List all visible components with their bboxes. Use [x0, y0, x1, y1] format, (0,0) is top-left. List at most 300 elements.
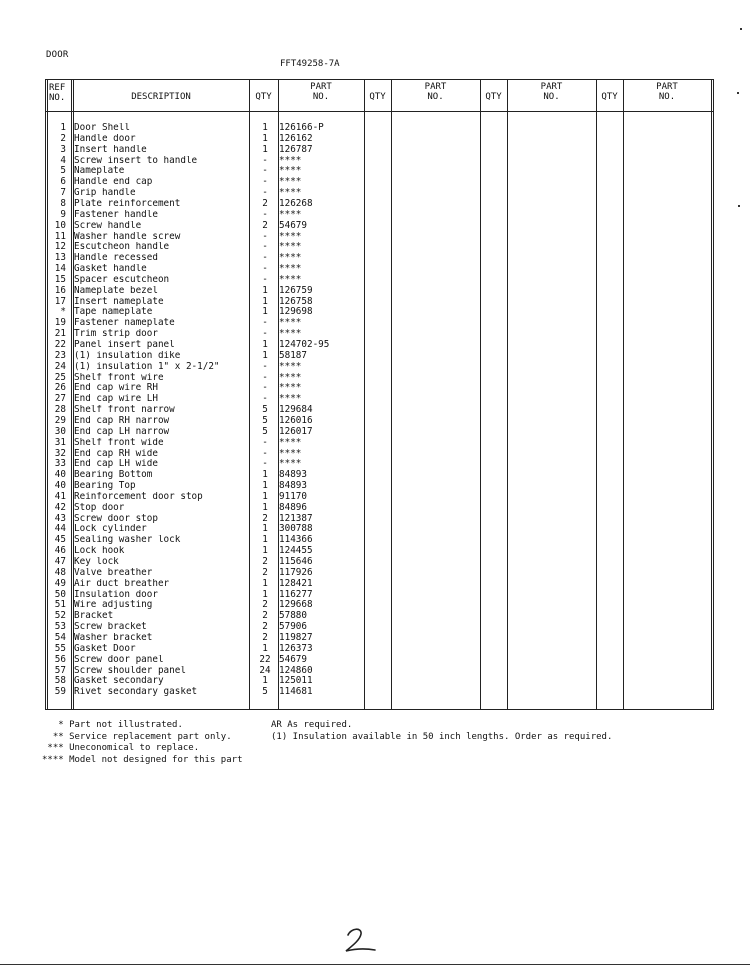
part-number-cell: 54679	[279, 219, 307, 231]
header-part2-line1: PART	[424, 82, 447, 92]
qty-cell: 1	[262, 122, 268, 133]
qty-cell: -	[262, 263, 268, 275]
qty-cell: 2	[262, 610, 268, 622]
part-number-cell: 300788	[279, 523, 313, 535]
header-bottom-rule	[45, 111, 714, 112]
part-number-cell: ****	[279, 252, 302, 264]
description-cell: End cap wire LH	[74, 394, 158, 405]
table-row	[45, 579, 714, 590]
ref-cell: 23	[54, 349, 66, 361]
ref-cell: 6	[60, 176, 66, 188]
ref-cell: 11	[54, 230, 66, 242]
part-number-cell: 126017	[279, 425, 313, 437]
header-ref-line1: REF	[49, 83, 66, 93]
footnote: *** Uneconomical to replace.	[42, 743, 200, 753]
table-row	[45, 524, 714, 535]
description-cell: Shelf front wide	[74, 437, 164, 448]
part-number-cell: 116277	[279, 588, 313, 600]
table-row	[45, 568, 714, 579]
qty-cell: -	[262, 360, 268, 372]
part-number-cell: 129698	[279, 306, 313, 318]
part-number-cell: 128421	[279, 577, 313, 589]
ref-cell: 21	[54, 328, 66, 340]
ref-cell: 59	[54, 686, 66, 698]
scan-speck	[738, 205, 740, 207]
description-cell: Screw bracket	[74, 622, 147, 633]
table-row	[45, 492, 714, 503]
description-cell: Plate reinforcement	[74, 198, 181, 209]
ref-cell: 25	[54, 371, 66, 383]
ref-cell: 41	[54, 490, 66, 502]
page-mark-glyph	[342, 926, 378, 956]
part-number-cell: 115646	[279, 556, 313, 567]
ref-cell: 9	[60, 208, 66, 220]
table-row	[45, 655, 714, 666]
description-cell: Washer handle screw	[74, 231, 181, 242]
ref-cell: 47	[54, 556, 66, 567]
qty-cell: -	[262, 230, 268, 242]
qty-cell: -	[262, 447, 268, 459]
table-row	[45, 232, 714, 243]
part-number-cell: 124702-95	[279, 339, 330, 350]
qty-cell: -	[262, 273, 268, 285]
description-cell: Fastener nameplate	[74, 318, 175, 329]
description-cell: Bearing Top	[74, 481, 136, 492]
scan-speck	[737, 92, 739, 94]
description-cell: Sealing washer lock	[74, 535, 181, 546]
header-part3-line1: PART	[540, 82, 563, 92]
part-number-cell: 125011	[279, 675, 313, 687]
qty-cell: 5	[262, 425, 268, 437]
description-cell: Panel insert panel	[74, 340, 175, 350]
description-cell: End cap RH narrow	[74, 415, 170, 426]
table-row	[45, 514, 714, 525]
table-row	[45, 210, 714, 221]
part-number-cell: 126787	[279, 143, 313, 155]
qty-cell: -	[262, 371, 268, 383]
part-number-cell: 129668	[279, 599, 313, 611]
header-ref-line2: NO.	[49, 93, 66, 103]
description-cell: Insert handle	[74, 144, 147, 155]
header-qty: QTY	[255, 92, 272, 102]
table-row	[45, 329, 714, 340]
part-number-cell: 84896	[279, 501, 307, 513]
part-number-cell: ****	[279, 165, 302, 177]
table-row	[45, 644, 714, 655]
ref-cell: 22	[54, 339, 66, 350]
ref-cell: 57	[54, 664, 66, 676]
table-row	[45, 134, 714, 145]
table-row	[45, 405, 714, 416]
part-number-cell: ****	[279, 230, 302, 242]
header-description: DESCRIPTION	[131, 92, 191, 102]
header-part4-line2: NO.	[658, 92, 676, 102]
ref-cell: 17	[54, 295, 66, 307]
description-cell: Lock cylinder	[74, 524, 147, 535]
table-row	[45, 394, 714, 405]
ref-cell: 52	[54, 610, 66, 622]
qty-cell: 1	[262, 349, 268, 361]
ref-cell: 27	[54, 393, 66, 405]
ref-cell: 10	[54, 219, 66, 231]
table-row	[45, 666, 714, 677]
part-number-cell: 126016	[279, 414, 313, 426]
qty-cell: -	[262, 176, 268, 188]
ref-cell: 19	[54, 317, 66, 329]
description-cell: Trim strip door	[74, 329, 158, 340]
description-cell: Escutcheon handle	[74, 242, 170, 253]
header-part-line2: NO.	[312, 92, 330, 102]
table-row	[45, 188, 714, 199]
ref-cell: 28	[54, 404, 66, 416]
part-number-cell: 57906	[279, 621, 307, 633]
table-row	[45, 166, 714, 177]
table-row	[45, 177, 714, 188]
qty-cell: 1	[262, 545, 268, 557]
description-cell: Handle end cap	[74, 177, 153, 188]
part-number-cell: ****	[279, 393, 302, 405]
description-cell: Tape nameplate	[74, 307, 153, 318]
table-row	[45, 416, 714, 427]
qty-cell: 1	[262, 339, 268, 350]
description-cell: Gasket Door	[74, 643, 136, 654]
description-cell: Stop door	[74, 502, 125, 513]
qty-cell: 1	[262, 534, 268, 546]
description-cell: Spacer escutcheon	[74, 274, 170, 285]
parts-table	[45, 79, 714, 710]
ref-cell: 56	[54, 653, 66, 665]
description-cell: Screw door panel	[74, 654, 164, 665]
table-row	[45, 156, 714, 167]
qty-cell: 1	[262, 295, 268, 307]
qty-cell: 2	[262, 512, 268, 524]
ref-cell: 31	[54, 436, 66, 448]
table-row	[45, 340, 714, 351]
ref-cell: 26	[54, 382, 66, 394]
qty-cell: -	[262, 241, 268, 253]
table-row	[45, 351, 714, 362]
part-number-cell: 126268	[279, 197, 313, 209]
part-number-cell: ****	[279, 436, 302, 448]
description-cell: End cap LH narrow	[74, 426, 170, 437]
table-row	[45, 438, 714, 449]
qty-cell: 2	[262, 631, 268, 643]
qty-cell: 1	[262, 143, 268, 155]
table-row	[45, 611, 714, 622]
table-row	[45, 676, 714, 687]
part-number-cell: ****	[279, 176, 302, 188]
table-row	[45, 145, 714, 156]
qty-cell: 1	[262, 501, 268, 513]
part-number-cell: ****	[279, 154, 302, 166]
footnote: AR As required.	[271, 720, 353, 730]
table-row	[45, 687, 714, 698]
qty-cell: 22	[259, 653, 271, 665]
ref-cell: 8	[60, 197, 66, 209]
qty-cell: -	[262, 393, 268, 405]
qty-cell: -	[262, 165, 268, 177]
ref-cell: 29	[54, 414, 66, 426]
part-number-cell: 129684	[279, 404, 313, 416]
qty-cell: 5	[262, 686, 268, 698]
ref-cell: 13	[54, 252, 66, 264]
table-row	[45, 373, 714, 384]
description-cell: Nameplate	[74, 166, 125, 177]
part-number-cell: 126166-P	[279, 122, 324, 133]
part-number-cell: ****	[279, 208, 302, 220]
table-row	[45, 449, 714, 460]
description-cell: Nameplate bezel	[74, 285, 158, 296]
part-number-cell: 126373	[279, 642, 313, 654]
description-cell: Insert nameplate	[74, 296, 164, 307]
ref-cell: 55	[54, 642, 66, 654]
description-cell: End cap LH wide	[74, 459, 158, 470]
ref-cell: 33	[54, 458, 66, 470]
qty-cell: 24	[259, 664, 271, 676]
qty-cell: -	[262, 154, 268, 166]
qty-cell: 1	[262, 675, 268, 687]
description-cell: Lock hook	[74, 546, 125, 557]
description-cell: Rivet secondary gasket	[74, 687, 198, 698]
table-row	[45, 242, 714, 253]
description-cell: End cap wire RH	[74, 383, 158, 394]
header-ref	[47, 83, 73, 103]
part-number-cell: ****	[279, 360, 302, 372]
ref-cell: 30	[54, 425, 66, 437]
part-number-cell: 117926	[279, 566, 313, 578]
table-row	[45, 459, 714, 470]
description-cell: Screw insert to handle	[74, 155, 198, 166]
footnote: (1) Insulation available in 50 inch lengths. Order as required.	[271, 731, 613, 742]
table-row	[45, 275, 714, 286]
part-number-cell: ****	[279, 458, 302, 470]
part-number-cell: ****	[279, 447, 302, 459]
qty-cell: 1	[262, 284, 268, 296]
part-number-cell: ****	[279, 263, 302, 275]
description-cell: Door Shell	[74, 123, 130, 133]
qty-cell: -	[262, 187, 268, 199]
ref-cell: 1	[60, 122, 66, 133]
qty-cell: 2	[262, 621, 268, 633]
part-number-cell: ****	[279, 371, 302, 383]
qty-cell: 1	[262, 577, 268, 589]
ref-cell: 14	[54, 263, 66, 275]
ref-cell: 40	[54, 469, 66, 481]
part-number-cell: 126758	[279, 295, 313, 307]
footnote: ** Service replacement part only.	[42, 731, 232, 742]
part-number-cell: ****	[279, 328, 302, 340]
ref-cell: 42	[54, 501, 66, 513]
part-number-cell: 119827	[279, 631, 313, 643]
table-row	[45, 590, 714, 601]
ref-cell: 51	[54, 599, 66, 611]
part-number-cell: 84893	[279, 480, 307, 492]
qty-cell: 1	[262, 642, 268, 654]
description-cell: Grip handle	[74, 188, 136, 199]
qty-cell: 2	[262, 556, 268, 567]
qty-cell: 1	[262, 306, 268, 318]
section-title: DOOR	[46, 50, 69, 60]
qty-cell: 2	[262, 219, 268, 231]
description-cell: Key lock	[74, 557, 119, 567]
header-part-no	[278, 82, 364, 102]
ref-cell: 24	[54, 360, 66, 372]
description-cell: Bearing Bottom	[74, 470, 153, 481]
qty-cell: -	[262, 208, 268, 220]
table-row	[45, 481, 714, 492]
header-qty-2: QTY	[369, 92, 386, 102]
table-top-rule	[45, 79, 714, 80]
ref-cell: 32	[54, 447, 66, 459]
model-number: FFT49258-7A	[280, 59, 340, 69]
ref-cell: 43	[54, 512, 66, 524]
footnotes-right	[271, 720, 612, 743]
table-row	[45, 535, 714, 546]
description-cell: Fastener handle	[74, 209, 158, 220]
description-cell: Gasket handle	[74, 264, 147, 275]
description-cell: Shelf front narrow	[74, 405, 175, 416]
part-number-cell: 114366	[279, 534, 313, 546]
qty-cell: 5	[262, 404, 268, 416]
description-cell: Screw shoulder panel	[74, 665, 186, 676]
table-row	[45, 318, 714, 329]
qty-cell: -	[262, 317, 268, 329]
part-number-cell: ****	[279, 317, 302, 329]
qty-cell: -	[262, 436, 268, 448]
part-number-cell: ****	[279, 241, 302, 253]
header-qty-4: QTY	[601, 92, 618, 102]
qty-cell: 1	[262, 469, 268, 481]
ref-cell: 5	[60, 165, 66, 177]
qty-cell: 5	[262, 414, 268, 426]
part-number-cell: 54679	[279, 653, 307, 665]
part-number-cell: ****	[279, 187, 302, 199]
ref-cell: 15	[54, 273, 66, 285]
table-row	[45, 264, 714, 275]
table-row	[45, 503, 714, 514]
part-number-cell: 91170	[279, 490, 307, 502]
table-row	[45, 557, 714, 568]
description-cell: End cap RH wide	[74, 448, 158, 459]
header-part-no-3	[507, 82, 596, 102]
qty-cell: 1	[262, 490, 268, 502]
description-cell: Screw door stop	[74, 513, 158, 524]
table-row	[45, 622, 714, 633]
description-cell: (1) insulation dike	[74, 350, 181, 361]
ref-cell: 53	[54, 621, 66, 633]
ref-cell: 12	[54, 241, 66, 253]
ref-cell: 44	[54, 523, 66, 535]
description-cell: Handle door	[74, 133, 136, 144]
part-number-cell: 126759	[279, 284, 313, 296]
ref-cell: 45	[54, 534, 66, 546]
part-number-cell: 58187	[279, 349, 307, 361]
ref-cell: 4	[60, 154, 66, 166]
qty-cell: -	[262, 382, 268, 394]
description-cell: Wire adjusting	[74, 600, 153, 611]
table-row	[45, 297, 714, 308]
page-bottom-rule	[0, 964, 750, 965]
table-row	[45, 123, 714, 134]
qty-cell: 1	[262, 132, 268, 144]
table-row	[45, 427, 714, 438]
footnotes-left	[42, 720, 242, 766]
ref-cell: 58	[54, 675, 66, 687]
ref-cell: 40	[54, 480, 66, 492]
header-part3-line2: NO.	[543, 92, 560, 102]
scan-speck	[740, 28, 742, 30]
ref-cell: 7	[60, 187, 66, 199]
table-row	[45, 600, 714, 611]
table-row	[45, 221, 714, 232]
ref-cell: 46	[54, 545, 66, 557]
header-part2-line2: NO.	[427, 92, 444, 102]
description-cell: Gasket secondary	[74, 676, 164, 687]
description-cell: Valve breather	[74, 567, 153, 578]
ref-cell: 54	[54, 631, 66, 643]
qty-cell: -	[262, 458, 268, 470]
ref-cell: 48	[54, 566, 66, 578]
table-row	[45, 286, 714, 297]
description-cell: Reinforcement door stop	[74, 491, 203, 502]
part-number-cell: 124860	[279, 664, 313, 676]
qty-cell: 1	[262, 480, 268, 492]
table-row	[45, 362, 714, 373]
ref-cell: 49	[54, 577, 66, 589]
header-part-line1: PART	[310, 82, 332, 92]
table-row	[45, 546, 714, 557]
qty-cell: -	[262, 252, 268, 264]
description-cell: Shelf front wire	[74, 372, 164, 383]
ref-cell: 50	[54, 588, 66, 600]
table-bottom-rule	[45, 709, 714, 710]
page-mark-text	[342, 926, 343, 927]
header-part-no-2	[391, 82, 480, 102]
header-qty-3: QTY	[485, 92, 502, 102]
footnote: **** Model not designed for this part	[42, 754, 243, 765]
ref-cell: *	[60, 306, 66, 318]
description-cell: Screw handle	[74, 220, 142, 231]
ref-cell: 16	[54, 284, 66, 296]
part-number-cell: ****	[279, 382, 302, 394]
description-cell: Washer bracket	[74, 632, 153, 643]
description-cell: Handle recessed	[74, 253, 158, 264]
part-number-cell: 114681	[279, 686, 313, 698]
qty-cell: -	[262, 328, 268, 340]
part-number-cell: 57880	[279, 610, 307, 622]
table-row	[45, 307, 714, 318]
part-number-cell: ****	[279, 273, 302, 285]
part-number-cell: 121387	[279, 512, 313, 524]
ref-cell: 2	[60, 132, 66, 144]
part-number-cell: 126162	[279, 132, 313, 144]
table-row	[45, 253, 714, 264]
footnote: * Part not illustrated.	[42, 720, 183, 730]
qty-cell: 1	[262, 523, 268, 535]
qty-cell: 2	[262, 197, 268, 209]
description-cell: Insulation door	[74, 589, 158, 600]
header-part-no-4	[623, 82, 711, 102]
qty-cell: 2	[262, 599, 268, 611]
header-part4-line1: PART	[656, 82, 678, 92]
table-row	[45, 383, 714, 394]
part-number-cell: 124455	[279, 545, 313, 557]
qty-cell: 1	[262, 588, 268, 600]
table-row	[45, 633, 714, 644]
table-row	[45, 199, 714, 210]
description-cell: Air duct breather	[74, 578, 170, 589]
description-cell: (1) insulation 1" x 2-1/2"	[74, 361, 220, 372]
